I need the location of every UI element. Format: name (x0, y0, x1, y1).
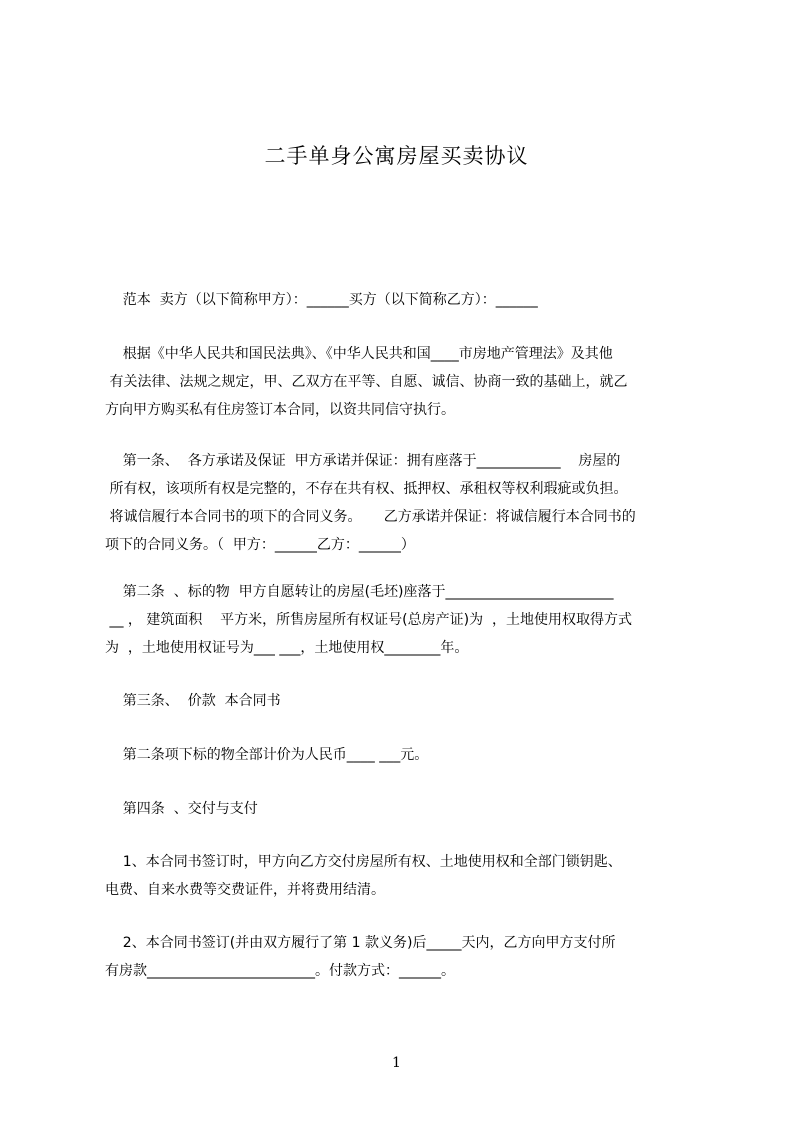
article-4-heading (105, 795, 703, 823)
page-number: 1 (392, 1055, 401, 1071)
text-line: __ ， 建筑面积 平方米，所售房屋所有权证号(总房产证)为 ，土地使用权取得方式 (105, 612, 632, 628)
text-line: 为 ，土地使用权证号为___ ___，土地使用权________年。 (105, 640, 469, 656)
article-3-price-paragraph (105, 741, 703, 769)
text-line: 方向甲方购买私有住房签订本合同，以资共同信守执行。 (105, 402, 455, 418)
text-line: 有房款________________________。付款方式：______。 (105, 963, 455, 979)
text-line: 有关法律、法规之规定，甲、乙双方在平等、自愿、诚信、协商一致的基础上，就乙 (105, 374, 628, 390)
text-line: 范本 卖方（以下简称甲方）：______买方（以下简称乙方）：______ (105, 292, 538, 308)
text-line: 2、本合同书签订(并由双方履行了第 1 款义务)后_____天内，乙方向甲方支付所 (105, 935, 616, 951)
text-line: 第二条 、标的物 甲方自愿转让的房屋(毛坯)座落于________________________ (105, 584, 614, 600)
parties-paragraph (105, 286, 703, 314)
article-4-item-1 (105, 848, 703, 904)
text-line: 第四条 、交付与支付 (105, 801, 258, 817)
text-line: 第三条、 价款 本合同书 (105, 693, 281, 709)
article-4-item-2 (105, 929, 703, 985)
text-line: 将诚信履行本合同书的项下的合同义务。 乙方承诺并保证：将诚信履行本合同书的 (105, 509, 636, 525)
document-title: 二手单身公寓房屋买卖协议 (264, 144, 529, 168)
text-line: 第一条、 各方承诺及保证 甲方承诺并保证：拥有座落于____________ 房屋的 (105, 453, 621, 469)
text-line: 1、本合同书签订时，甲方向乙方交付房屋所有权、土地使用权和全部门锁钥匙、 (105, 854, 622, 870)
article-1-paragraph (105, 447, 703, 559)
text-line: 所有权，该项所有权是完整的，不存在共有权、抵押权、承租权等权利瑕疵或负担。 (105, 481, 628, 497)
legal-basis-paragraph (105, 340, 703, 424)
article-3-heading (105, 687, 703, 715)
text-line: 电费、自来水费等交费证件，并将费用结清。 (105, 882, 385, 898)
text-line: 根据《中华人民共和国民法典》、《中华人民共和国____市房地产管理法》及其他 (105, 346, 613, 362)
text-line: 第二条项下标的物全部计价为人民币____ ___元。 (105, 747, 429, 763)
text-line: 项下的合同义务。（ 甲方：______乙方：______） (105, 537, 415, 553)
article-2-paragraph (105, 578, 703, 662)
